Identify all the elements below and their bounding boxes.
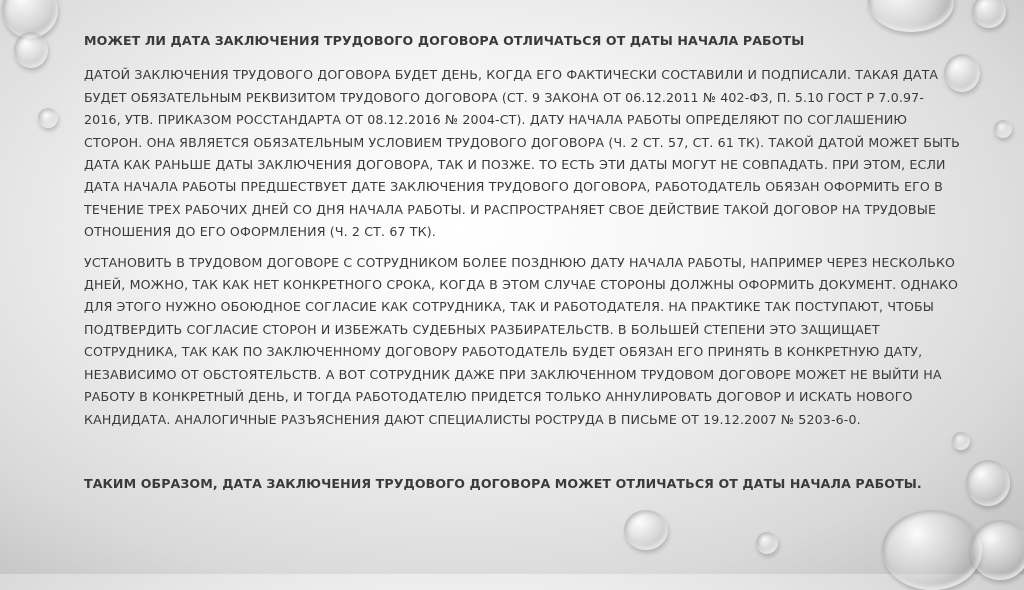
- water-drop-icon: [972, 0, 1006, 28]
- water-drop-icon: [38, 108, 58, 128]
- water-drop-icon: [868, 0, 954, 32]
- water-drop-icon: [970, 520, 1024, 580]
- water-drop-icon: [994, 120, 1012, 138]
- slide-conclusion: ТАКИМ ОБРАЗОМ, ДАТА ЗАКЛЮЧЕНИЯ ТРУДОВОГО ДОГОВОРА МОЖЕТ ОТЛИЧАТЬСЯ ОТ ДАТЫ НАЧАЛА РАБОТЫ.: [84, 475, 922, 491]
- water-drop-icon: [14, 32, 48, 68]
- slide-content: [84, 30, 960, 439]
- water-drop-icon: [882, 510, 982, 590]
- slide-heading: МОЖЕТ ЛИ ДАТА ЗАКЛЮЧЕНИЯ ТРУДОВОГО ДОГОВОРА ОТЛИЧАТЬСЯ ОТ ДАТЫ НАЧАЛА РАБОТЫ: [84, 33, 805, 48]
- water-drop-icon: [756, 532, 778, 554]
- paragraph-2: УСТАНОВИТЬ В ТРУДОВОМ ДОГОВОРЕ С СОТРУДНИКОМ БОЛЕЕ ПОЗДНЮЮ ДАТУ НАЧАЛА РАБОТЫ, НАПРИМЕР ЧЕРЕЗ НЕСКОЛЬКО ДНЕЙ, МОЖНО, ТАК КАК НЕТ КОНКРЕТНОГО СРОКА, КОГДА В ЭТОМ СЛУЧАЕ СТОРОНЫ ДОЛЖНЫ ОФОРМИТЬ ДОКУМЕНТ. ОДНАКО ДЛЯ ЭТОГО НУЖНО ОБОЮДНОЕ СОГЛАСИЕ КАК СОТРУДНИКА, ТАК И РАБОТОДАТЕЛЯ. НА ПРАКТИКЕ ТАК ПОСТУПАЮТ, ЧТОБЫ ПОДТВЕРДИТЬ СОГЛАСИЕ СТОРОН И ИЗБЕЖАТЬ СУДЕБНЫХ РАЗБИРАТЕЛЬСТВ. В БОЛЬШЕЙ СТЕПЕНИ ЭТО ЗАЩИЩАЕТ СОТРУДНИКА, ТАК КАК ПО ЗАКЛЮЧЕННОМУ ДОГОВОРУ РАБОТОДАТЕЛЬ БУДЕТ ОБЯЗАН ЕГО ПРИНЯТЬ В КОНКРЕТНУЮ ДАТУ, НЕЗАВИСИМО ОТ ОБСТОЯТЕЛЬСТВ. А ВОТ СОТРУДНИК ДАЖЕ ПРИ ЗАКЛЮЧЕННОМ ТРУДОВОМ ДОГОВОРЕ МОЖЕТ НЕ ВЫЙТИ НА РАБОТУ В КОНКРЕТНЫЙ ДЕНЬ, И ТОГДА РАБОТОДАТЕЛЮ ПРИДЕТСЯ ТОЛЬКО АННУЛИРОВАТЬ ДОГОВОР И ИСКАТЬ НОВОГО КАНДИДАТА. АНАЛОГИЧНЫЕ РАЗЪЯСНЕНИЯ ДАЮТ СПЕЦИАЛИСТЫ РОСТРУДА В ПИСЬМЕ ОТ 19.12.2007 № 5203-6-0.: [84, 254, 959, 427]
- paragraph-1: ДАТОЙ ЗАКЛЮЧЕНИЯ ТРУДОВОГО ДОГОВОРА БУДЕТ ДЕНЬ, КОГДА ЕГО ФАКТИЧЕСКИ СОСТАВИЛИ И ПОДПИСАЛИ. ТАКАЯ ДАТА БУДЕТ ОБЯЗАТЕЛЬНЫМ РЕКВИЗИТОМ ТРУДОВОГО ДОГОВОРА (СТ. 9 ЗАКОНА ОТ 06.12.2011 № 402-ФЗ, П. 5.10 ГОСТ Р 7.0.97-2016, УТВ. ПРИКАЗОМ РОССТАНДАРТА ОТ 08.12.2016 № 2004-СТ). ДАТУ НАЧАЛА РАБОТЫ ОПРЕДЕЛЯЮТ ПО СОГЛАШЕНИЮ СТОРОН. ОНА ЯВЛЯЕТСЯ ОБЯЗАТЕЛЬНЫМ УСЛОВИЕМ ТРУДОВОГО ДОГОВОРА (Ч. 2 СТ. 57, СТ. 61 ТК). ТАКОЙ ДАТОЙ МОЖЕТ БЫТЬ ДАТА КАК РАНЬШЕ ДАТЫ ЗАКЛЮЧЕНИЯ ДОГОВОРА, ТАК И ПОЗЖЕ. ТО ЕСТЬ ЭТИ ДАТЫ МОГУТ НЕ СОВПАДАТЬ. ПРИ ЭТОМ, ЕСЛИ ДАТА НАЧАЛА РАБОТЫ ПРЕДШЕСТВУЕТ ДАТЕ ЗАКЛЮЧЕНИЯ ТРУДОВОГО ДОГОВОРА, РАБОТОДАТЕЛЬ ОБЯЗАН ОФОРМИТЬ ЕГО В ТЕЧЕНИЕ ТРЕХ РАБОЧИХ ДНЕЙ СО ДНЯ НАЧАЛА РАБОТЫ. И РАСПРОСТРАНЯЕТ СВОЕ ДЕЙСТВИЕ ТАКОЙ ДОГОВОР НА ТРУДОВЫЕ ОТНОШЕНИЯ ДО ЕГО ОФОРМЛЕНИЯ (Ч. 2 СТ. 67 ТК).: [84, 67, 960, 240]
- water-drop-icon: [966, 460, 1010, 506]
- water-drop-icon: [624, 510, 668, 550]
